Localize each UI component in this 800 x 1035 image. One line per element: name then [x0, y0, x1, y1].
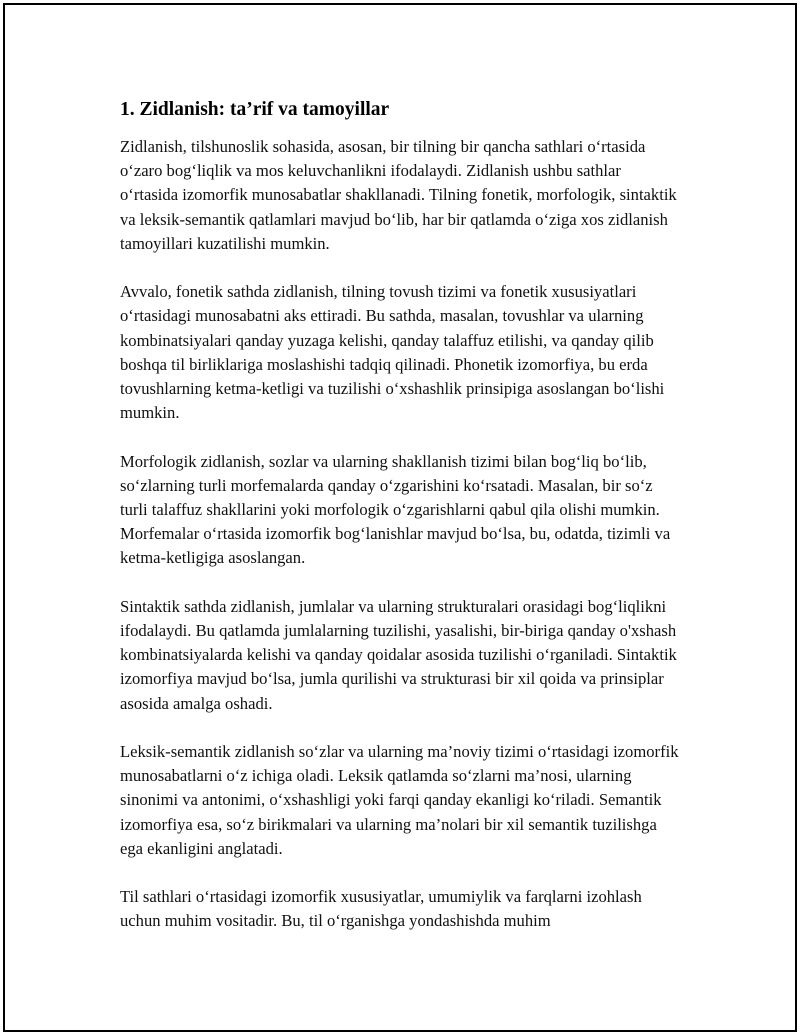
- paragraph-conclusion: Til sathlari o‘rtasidagi izomorfik xususiyatlar, umumiylik va farqlarni izohlash uchun muhim vositadir. Bu, til o‘rganishga yondashishda muhim: [120, 887, 642, 931]
- paragraph-syntactic: Sintaktik sathda zidlanish, jumlalar va ularning strukturalari orasidagi bog‘liqlikni ifodalaydi. Bu qatlamda jumlalarning tuzilishi, yasalishi, bir-biriga qanday o'xshash kombinatsiyalarda kelishi va qanday qoidalar asosida tuzilishi o‘rganiladi. Sintaktik izomorfiya mavjud bo‘lsa, jumla qurilishi va strukturasi bir xil qoida va prinsiplar asosida amalga oshadi.: [120, 596, 677, 713]
- document-body: [120, 97, 680, 958]
- document-page: [3, 3, 797, 1032]
- section-heading: 1. Zidlanish: ta’rif va tamoyillar: [120, 99, 390, 120]
- paragraph-phonetic: Avvalo, fonetik sathda zidlanish, tilning tovush tizimi va fonetik xususiyatlari o‘rtasidagi munosabatni aks ettiradi. Bu sathda, masalan, tovushlar va ularning kombinatsiyalari qanday yuzaga kelishi, qanday talaffuz etilishi, va qanday qilib boshqa til birliklariga moslashishi tadqiq qilinadi. Phonetik izomorfiya, bu erda tovushlarning ketma-ketligi va tuzilishi o‘xshashlik prinsipiga asoslangan bo‘lishi mumkin.: [120, 282, 665, 423]
- paragraph-definition: Zidlanish, tilshunoslik sohasida, asosan, bir tilning bir qancha sathlari o‘rtasida o‘zaro bog‘liqlik va mos keluvchanlikni ifodalaydi. Zidlanish ushbu sathlar o‘rtasida izomorfik munosabatlar shakllanadi. Tilning fonetik, morfologik, sintaktik va leksik-semantik qatlamlari mavjud bo‘lib, har bir qatlamda o‘ziga xos zidlanish tamoyillari kuzatilishi mumkin.: [120, 137, 677, 253]
- paragraph-lexical-semantic: Leksik-semantik zidlanish so‘zlar va ularning ma’noviy tizimi o‘rtasidagi izomorfik munosabatlarni o‘z ichiga oladi. Leksik qatlamda so‘zlarni ma’nosi, ularning sinonimi va antonimi, o‘xshashligi yoki farqi qanday ekanligi ko‘riladi. Semantik izomorfiya esa, so‘z birikmalari va ularning ma’nolari bir xil semantik tuzilishga ega ekanligini anglatadi.: [120, 742, 679, 858]
- paragraph-morphological: Morfologik zidlanish, sozlar va ularning shakllanish tizimi bilan bog‘liq bo‘lib, so‘zlarning turli morfemalarda qanday o‘zgarishini ko‘rsatadi. Masalan, bir so‘z turli talaffuz shakllarini yoki morfologik o‘zgarishlarni qabul qila olishi mumkin. Morfemalar o‘rtasida izomorfik bog‘lanishlar mavjud bo‘lsa, bu, odatda, tizimli va ketma-ketligiga asoslangan.: [120, 451, 671, 568]
